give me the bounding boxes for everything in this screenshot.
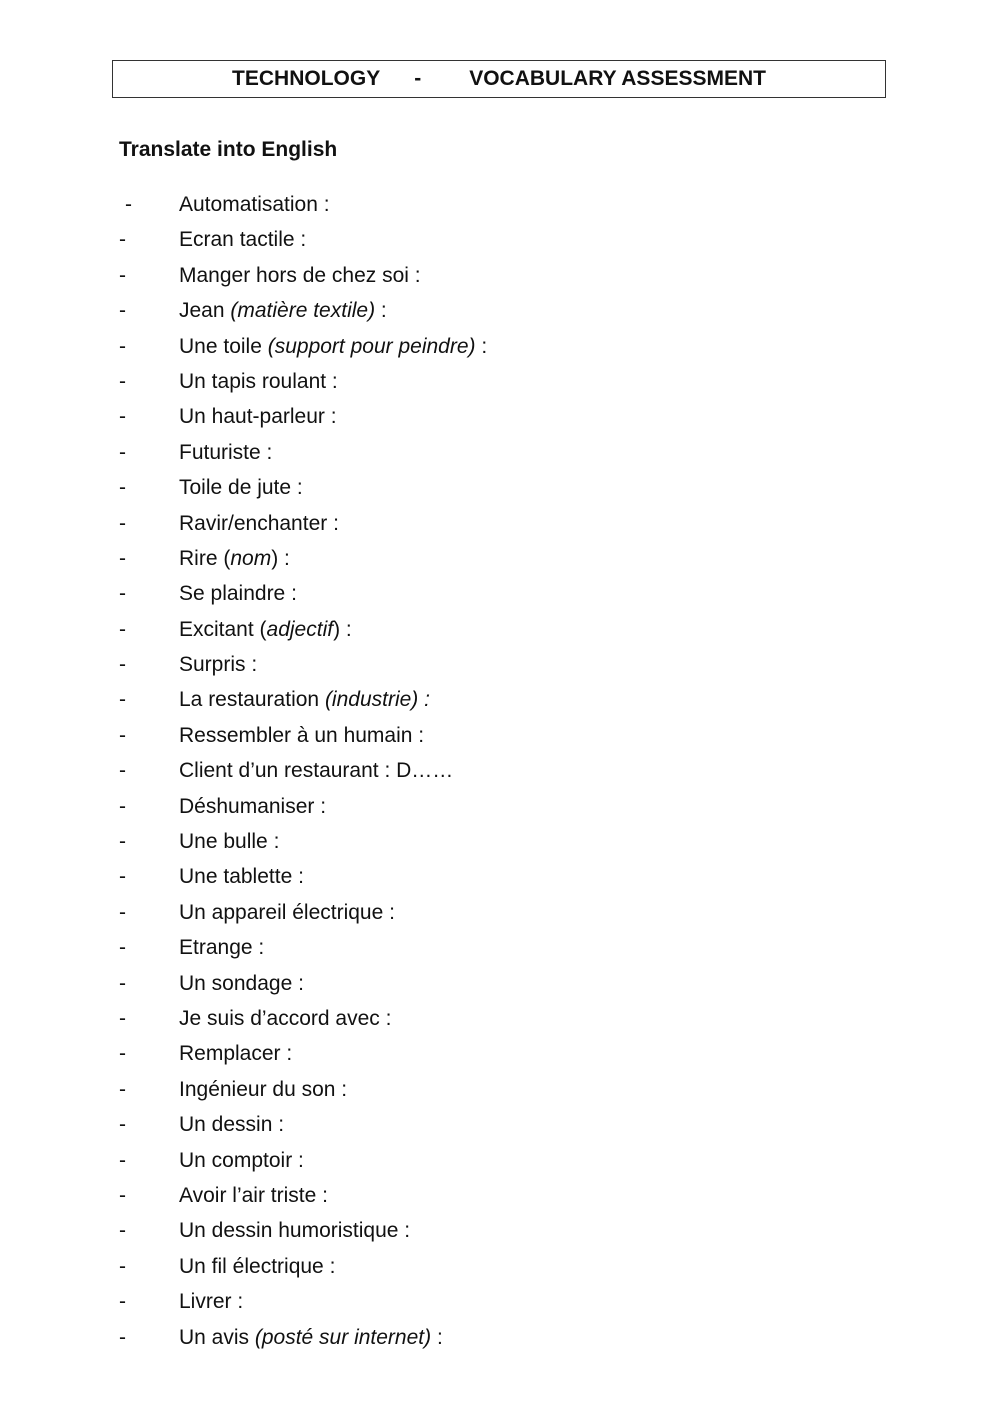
vocab-term-suffix: : (231, 1290, 244, 1314)
vocab-term-suffix: : (324, 405, 337, 429)
vocab-item (0, 506, 1000, 541)
vocab-term-text: Un fil électrique (179, 1254, 324, 1278)
bullet-dash: - (119, 476, 126, 500)
vocab-term-suffix: : (383, 900, 395, 924)
bullet-dash: - (119, 900, 126, 924)
vocab-term-text: Excitant ( (179, 617, 267, 641)
vocab-term-text: Livrer (179, 1290, 232, 1314)
vocab-term-text: Remplacer (179, 1042, 281, 1066)
title-box (112, 60, 886, 98)
vocab-item (0, 541, 1000, 576)
vocab-term (179, 1072, 347, 1107)
vocab-term-suffix: : (317, 193, 330, 216)
vocab-term-note: nom (230, 546, 272, 570)
vocab-term (179, 1284, 243, 1319)
bullet-dash: - (119, 1325, 126, 1349)
vocab-item (0, 824, 1000, 859)
vocab-term-text: Etrange (179, 936, 253, 960)
bullet-dash: - (119, 299, 126, 323)
vocab-term (179, 1143, 304, 1178)
vocab-term-suffix: : (292, 1148, 304, 1172)
vocab-item (0, 859, 1000, 894)
vocab-item (0, 682, 1000, 717)
vocab-term (179, 435, 272, 470)
vocab-item (0, 966, 1000, 1001)
vocab-term-text: Un dessin (179, 1113, 273, 1137)
vocab-term (179, 329, 487, 364)
bullet-dash: - (119, 1254, 126, 1278)
vocab-term-text: Un comptoir (179, 1148, 293, 1172)
bullet-dash: - (119, 794, 126, 818)
bullet-dash: - (119, 688, 126, 712)
vocab-term-suffix: : (245, 653, 258, 677)
vocab-term-text: Se plaindre (179, 582, 286, 606)
vocab-term (179, 647, 257, 682)
bullet-dash: - (119, 440, 126, 464)
vocab-term (179, 470, 303, 505)
vocab-item (0, 1143, 1000, 1178)
vocab-term-suffix: ) : (333, 617, 352, 641)
vocab-term-text: Manger hors de chez soi (179, 263, 409, 287)
vocab-term-suffix: : (335, 1077, 348, 1101)
bullet-dash: - (119, 1006, 126, 1030)
vocab-term (179, 506, 339, 541)
vocab-item (0, 1178, 1000, 1213)
title-technology: TECHNOLOGY (232, 67, 381, 90)
vocab-term-suffix: : (408, 263, 421, 287)
vocab-term-note: (matière textile) (230, 299, 376, 323)
vocab-item (0, 399, 1000, 434)
instruction-heading: Translate into English (119, 138, 338, 161)
vocab-term-text: Un dessin humoristique (179, 1219, 399, 1243)
vocab-term (179, 1001, 391, 1036)
bullet-dash: - (119, 369, 126, 393)
vocab-term-text: Automatisation (179, 193, 318, 216)
vocab-item (0, 329, 1000, 364)
vocab-term-text: Client d’un restaurant : D…… (179, 759, 454, 783)
vocab-term-text: Jean (179, 299, 231, 323)
vocab-term-text: Un tapis roulant (179, 369, 327, 393)
vocab-term-suffix: : (280, 1042, 293, 1066)
vocab-term (179, 930, 264, 965)
vocab-item (0, 1001, 1000, 1036)
vocab-term-text: Un haut-parleur (179, 405, 325, 429)
vocab-term-suffix: : (375, 299, 387, 323)
vocab-item (0, 470, 1000, 505)
title-separator: - (414, 67, 422, 90)
vocab-item (0, 1284, 1000, 1319)
vocab-term-text: Une toile (179, 334, 268, 358)
vocab-term (179, 718, 424, 753)
vocab-term-suffix: : (285, 582, 297, 606)
vocab-term (179, 222, 306, 257)
vocab-term-text: Ecran tactile (179, 228, 295, 252)
vocab-term-suffix: : (323, 1254, 336, 1278)
vocab-term-suffix: : (252, 936, 265, 960)
vocab-term-text: Un sondage (179, 971, 293, 995)
vocab-term (179, 966, 304, 1001)
vocab-term-text: Je suis d’accord avec (179, 1006, 380, 1030)
vocab-term (179, 612, 352, 647)
vocab-term-suffix: : (398, 1219, 411, 1243)
vocab-term-text: Un avis (179, 1325, 255, 1349)
bullet-dash: - (119, 1042, 126, 1066)
bullet-dash: - (119, 865, 126, 889)
vocab-item (0, 1107, 1000, 1142)
vocab-item (0, 293, 1000, 328)
vocab-term (179, 1178, 328, 1213)
vocab-term (179, 789, 326, 824)
vocab-item (0, 1072, 1000, 1107)
vocab-term-suffix: : (475, 334, 488, 358)
vocab-term (179, 541, 290, 576)
vocab-term (179, 258, 421, 293)
vocab-term (179, 1107, 284, 1142)
bullet-dash: - (119, 1219, 126, 1243)
vocab-item (0, 258, 1000, 293)
vocab-item (0, 789, 1000, 824)
vocab-term (179, 1249, 335, 1284)
vocab-term-text: Une tablette (179, 865, 293, 889)
vocab-term-suffix: : (412, 723, 425, 747)
bullet-dash: - (119, 263, 126, 287)
vocab-item (0, 1320, 1000, 1355)
bullet-dash: - (119, 936, 126, 960)
vocab-term-suffix: : (314, 794, 327, 818)
bullet-dash: - (119, 653, 126, 677)
bullet-dash: - (119, 1148, 126, 1172)
vocab-item (0, 1213, 1000, 1248)
vocab-term-text: Rire ( (179, 546, 231, 570)
vocab-term-text: Un appareil électrique (179, 900, 384, 924)
bullet-dash: - (119, 334, 126, 358)
bullet-dash: - (119, 582, 126, 606)
vocab-term-suffix: : (379, 1006, 392, 1030)
vocab-term-suffix: : (292, 865, 304, 889)
vocab-term-suffix: : (272, 1113, 285, 1137)
vocab-term-text: Surpris (179, 653, 246, 677)
vocab-term-text: Futuriste (179, 440, 261, 464)
vocab-item (0, 718, 1000, 753)
vocab-item (0, 1036, 1000, 1071)
bullet-dash: - (119, 830, 126, 854)
vocab-term (179, 576, 297, 611)
vocab-term (179, 1213, 410, 1248)
vocab-term-text: Déshumaniser (179, 794, 315, 818)
vocab-item (0, 1249, 1000, 1284)
vocab-term (179, 682, 430, 717)
vocab-term-suffix: : (294, 228, 307, 252)
bullet-dash: - (119, 971, 126, 995)
title-vocabulary-assessment: VOCABULARY ASSESSMENT (469, 67, 766, 90)
vocab-item (0, 435, 1000, 470)
vocab-term-note: (support pour peindre) (267, 334, 476, 358)
vocab-term-suffix: : (431, 1325, 443, 1349)
vocab-term (179, 1036, 292, 1071)
vocab-term (179, 753, 453, 788)
vocab-term-suffix: : (326, 369, 338, 393)
vocabulary-list (0, 187, 1000, 1355)
vocab-term (179, 293, 387, 328)
vocab-term-text: La restauration (179, 688, 325, 712)
bullet-dash: - (119, 228, 126, 252)
vocab-term-text: Avoir l’air triste (179, 1183, 317, 1207)
bullet-dash: - (119, 1113, 126, 1137)
vocab-term-text: Ingénieur du son (179, 1077, 336, 1101)
vocab-item (0, 647, 1000, 682)
bullet-dash: - (119, 511, 126, 535)
vocab-item (0, 753, 1000, 788)
vocab-term-text: Ressembler à un humain (179, 723, 413, 747)
vocab-term-note: adjectif (266, 617, 334, 641)
vocab-item (0, 222, 1000, 257)
vocab-term (179, 824, 279, 859)
vocab-term (179, 187, 330, 222)
vocab-term-note: (posté sur internet) (254, 1325, 432, 1349)
vocab-term-suffix: : (316, 1183, 328, 1207)
bullet-dash: - (119, 1077, 126, 1101)
vocab-term (179, 1320, 443, 1355)
bullet-dash: - (119, 1290, 126, 1314)
vocab-term (179, 399, 337, 434)
vocab-term-note: (industrie) : (324, 688, 430, 712)
bullet-dash: - (119, 546, 126, 570)
bullet-dash: - (119, 617, 126, 641)
vocab-term (179, 859, 304, 894)
bullet-dash: - (125, 193, 132, 216)
vocab-term-text: Toile de jute (179, 476, 292, 500)
vocab-term (179, 895, 395, 930)
vocab-item (0, 364, 1000, 399)
vocab-item (0, 576, 1000, 611)
vocab-item (0, 895, 1000, 930)
bullet-dash: - (119, 1183, 126, 1207)
vocab-term-suffix: : (260, 440, 273, 464)
vocab-term-suffix: : (291, 476, 303, 500)
vocab-term-suffix: : (292, 971, 304, 995)
bullet-dash: - (119, 405, 126, 429)
vocab-term-text: Une bulle (179, 830, 268, 854)
bullet-dash: - (119, 759, 126, 783)
vocab-item (0, 612, 1000, 647)
vocab-term-suffix: : (327, 511, 339, 535)
vocab-term-suffix: : (267, 830, 280, 854)
vocab-item (0, 930, 1000, 965)
vocab-item (0, 187, 1000, 222)
bullet-dash: - (119, 723, 126, 747)
vocab-term-suffix: ) : (271, 546, 290, 570)
vocab-term-text: Ravir/enchanter (179, 511, 328, 535)
vocab-term (179, 364, 338, 399)
